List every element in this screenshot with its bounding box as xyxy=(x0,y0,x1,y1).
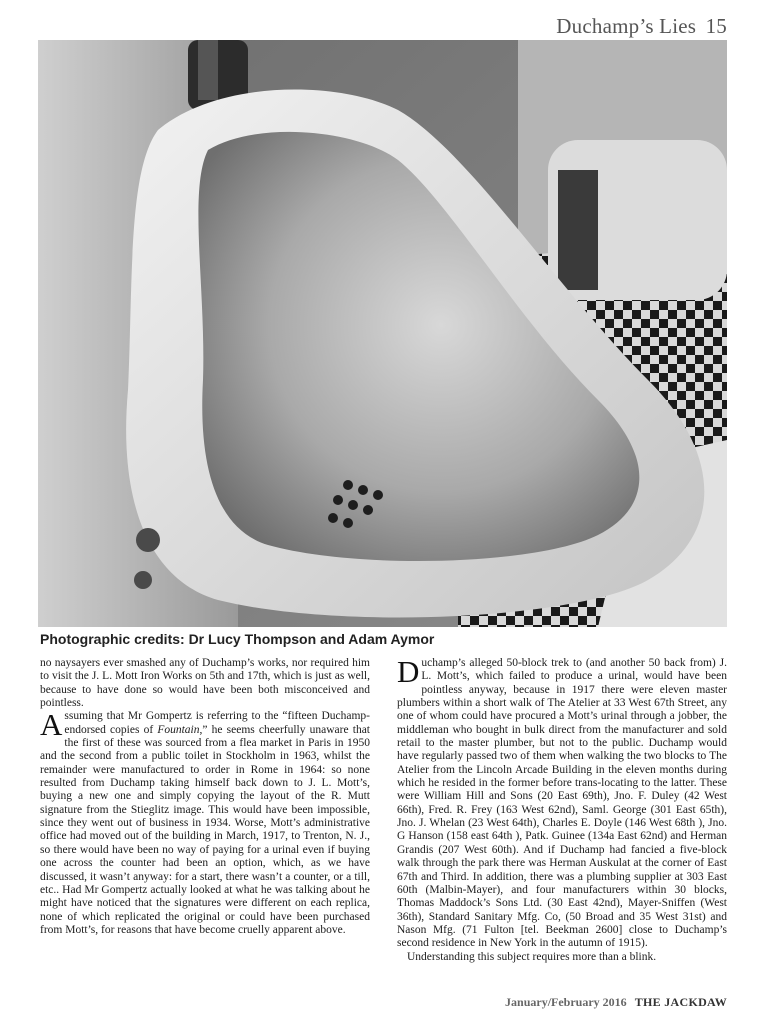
drop-cap: D xyxy=(397,654,420,689)
photo-caption: Photographic credits: Dr Lucy Thompson and Adam Aymor xyxy=(40,631,435,647)
urinal-photo xyxy=(38,40,727,627)
running-header xyxy=(556,14,727,39)
article-column-left xyxy=(40,657,370,937)
paragraph: Duchamp’s alleged 50-block trek to (and another 50 back from) J. L. Mott’s, which failed to produce a urinal, would have been pointless anyway, because in 1917 there were eleven master plumbers within a short walk of The Atelier at 33 West 67th Street, any one of whom could have procured a Mott’s urinal through a jobber, the middleman who bought in bulk direct from the manufacturer and sold retail to the master plumber, but not to the public. Duchamp would have regularly passed two of them when walking the two blocks to The Atelier from the Lincoln Arcade Building in the eleven months during which he resided in the former before trans-locating to the latter. These were William Hill and Sons (20 East 69th), Jno. F. Duley (42 West 66th), Fred. R. Frey (163 West 62nd), Saml. George (301 East 65th), Jno. J. Whelan (23 West 64th), Charles E. Doyle (146 West 68th ), Jno. G Hanson (158 east 64th ), Patk. Guinee (134a East 62nd) and Herman Grandis (207 West 60th). And if Duchamp had fancied a five-block walk through the park there was Herman Auskulat at the corner of East 67th and Third. In addition, there was a plumbing supplier at 303 East 60th (Malbin-Mayer), and four manufacturers within 30 blocks, Thomas Maddock’s Sons Ltd. (30 East 42nd), Mayer-Sniffen (West 36th), Standard Sanitary Mfg. Co, (50 Broad and 35 West 31st) and Nason Mfg. (71 Fulton [tel. Beekman 2600] close to Duchamp’s second residence in New York in the autumn of 1915). xyxy=(397,654,727,950)
urinal-illustration xyxy=(38,40,727,627)
header-title: Duchamp’s Lies xyxy=(556,14,697,38)
page-footer xyxy=(505,995,727,1010)
paragraph: Assuming that Mr Gompertz is referring to the “fifteen Duchamp-endorsed copies of Fountain,” he seems cheerfully unaware that the first of these was sourced from a flea market in Paris in 1950 and the second from a public toilet in Stockholm in 1963, whilst the remainder were manufactured to order in Rome in 1964: so none resulted from Duchamp taking himself back down to J. L. Mott’s, buying a new one and simply copying the layout of the R. Mutt signature from the Stieglitz image. This would have been impossible, since they went out of business in 1934. Worse, Mott’s administrative office had moved out of the building in March, 1917, to Trenton, N. J., so there would have been no way of paying for a urinal even if buying one across the counter had been an option, which, as we have discussed, it wasn’t anyway: for a start, there wasn’t a counter, or a till, etc.. Had Mr Gompertz actually looked at what he was talking about he might have noticed that the signatures were different on each replica, none of which replicated the original or could have been purchased from Mott’s, for reasons that have become cruelly apparent above. xyxy=(40,707,370,936)
paragraph: no naysayers ever smashed any of Duchamp’s works, nor required him to visit the J. L. Mott Iron Works on 5th and 17th, which is just as well, because to have done so would have been both misconceived and pointless. xyxy=(40,657,370,710)
magazine-name: THE JACKDAW xyxy=(634,995,727,1009)
drop-cap: A xyxy=(40,707,63,743)
closing-paragraph: Understanding this subject requires more than a blink. xyxy=(407,950,657,963)
issue-date: January/February 2016 xyxy=(505,995,627,1009)
page-number: 15 xyxy=(705,14,727,38)
article-column-right xyxy=(397,654,727,964)
